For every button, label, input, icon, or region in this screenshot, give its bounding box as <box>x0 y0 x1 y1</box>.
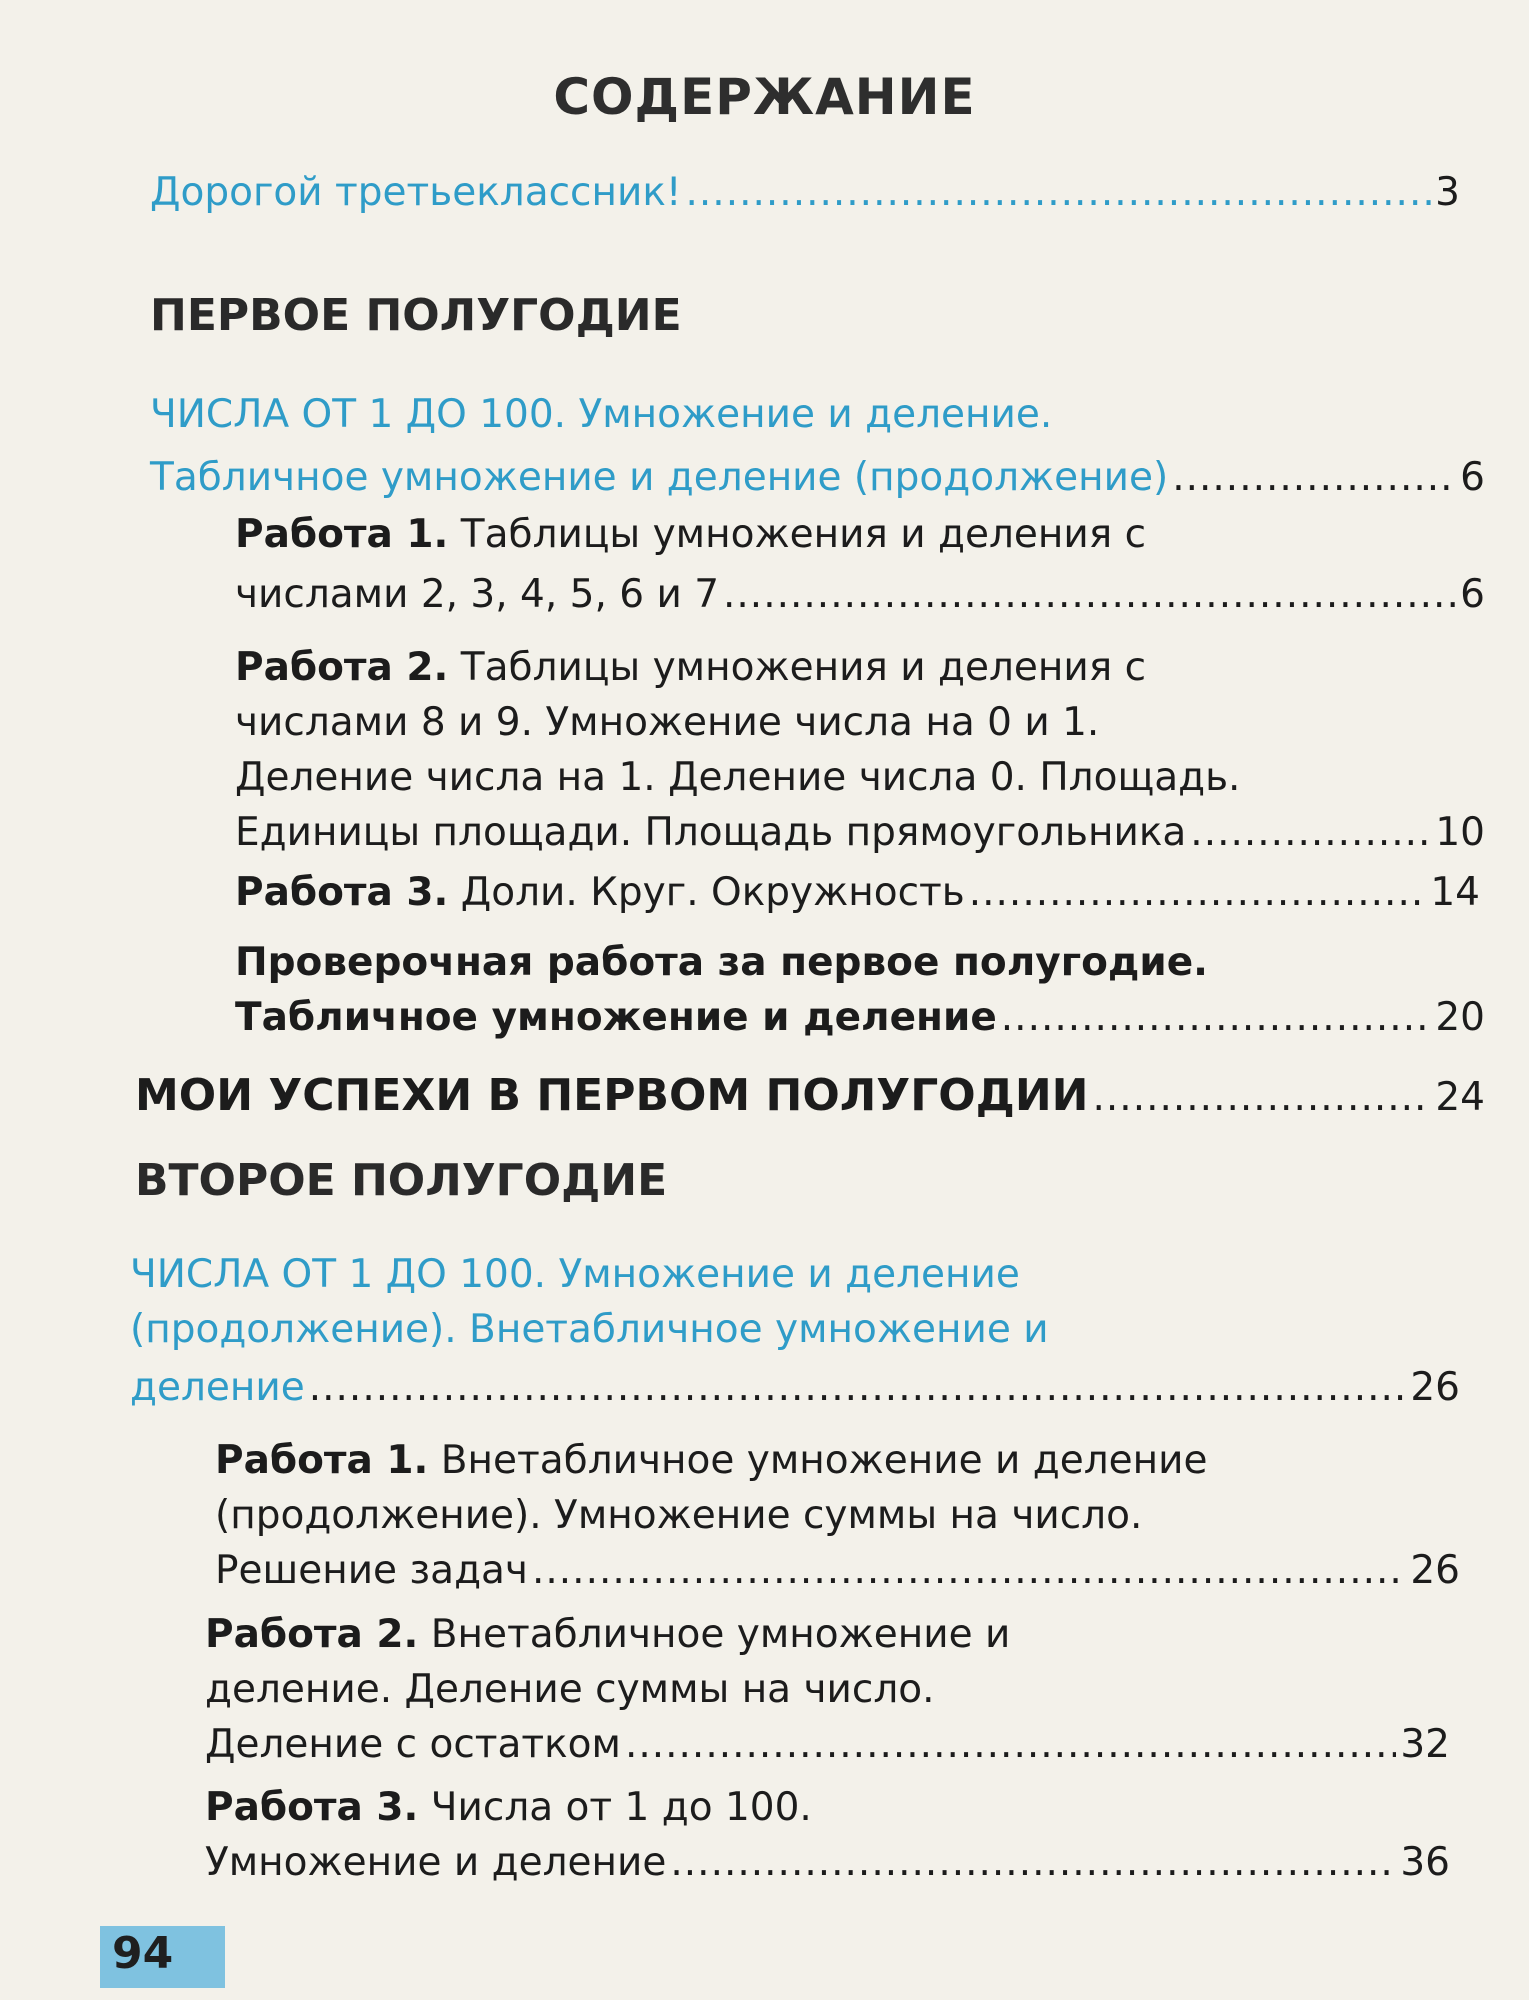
work-title <box>235 512 1146 557</box>
work-label: Работа 3. <box>235 870 449 915</box>
toc-entry-text: Единицы площади. Площадь прямоугольника <box>235 810 1187 855</box>
section-heading-second-half: ВТОРОЕ ПОЛУГОДИЕ <box>135 1155 668 1206</box>
leader-dots <box>686 170 1432 215</box>
toc-entry-text: Деление с остатком <box>205 1722 621 1767</box>
toc-page-number: 10 <box>1435 810 1485 855</box>
work-title <box>205 1612 1010 1657</box>
check-work-title: Проверочная работа за первое полугодие. <box>235 940 1208 985</box>
toc-entry-text: Табличное умножение и деление (продолжение) <box>150 455 1169 500</box>
work-label: Работа 2. <box>235 645 449 690</box>
work-title <box>205 1785 812 1830</box>
work-label: Работа 2. <box>205 1612 419 1657</box>
toc-entry-topic-1[interactable] <box>150 455 1485 500</box>
work-text-line: числами 8 и 9. Умножение числа на 0 и 1. <box>235 700 1100 745</box>
leader-dots <box>1093 1075 1432 1120</box>
work-text: Доли. Круг. Окружность <box>460 870 965 915</box>
work-title <box>215 1438 1207 1483</box>
toc-page-number: 6 <box>1460 572 1485 617</box>
toc-entry-text: Умножение и деление <box>205 1840 667 1885</box>
work-text: Числа от 1 до 100. <box>430 1785 812 1830</box>
leader-dots <box>1001 995 1432 1040</box>
work-title <box>235 645 1146 690</box>
leader-dots <box>670 1840 1396 1885</box>
topic-line: ЧИСЛА ОТ 1 ДО 100. Умножение и деление. <box>150 392 1053 437</box>
toc-page-number: 6 <box>1460 455 1485 500</box>
toc-entry-text: деление <box>130 1365 305 1410</box>
page-title: СОДЕРЖАНИЕ <box>553 68 976 126</box>
toc-entry-text: Решение задач <box>215 1548 528 1593</box>
page-number: 94 <box>112 1928 174 1979</box>
toc-page-number: 3 <box>1435 170 1460 215</box>
toc-entry-work-3[interactable] <box>235 870 1480 915</box>
topic-line: ЧИСЛА ОТ 1 ДО 100. Умножение и деление <box>130 1252 1020 1297</box>
toc-entry-text <box>235 870 965 915</box>
toc-entry-work-2-3[interactable] <box>205 1840 1450 1885</box>
toc-entry-work-2-1[interactable] <box>215 1548 1460 1593</box>
work-label: Работа 1. <box>215 1438 429 1483</box>
toc-entry-text: МОИ УСПЕХИ В ПЕРВОМ ПОЛУГОДИИ <box>135 1070 1089 1121</box>
toc-entry-text: Дорогой третьеклассник! <box>150 170 682 215</box>
toc-page-number: 14 <box>1430 870 1480 915</box>
toc-page-number: 26 <box>1410 1548 1460 1593</box>
work-label: Работа 3. <box>205 1785 419 1830</box>
toc-entry-topic-2[interactable] <box>130 1365 1460 1410</box>
leader-dots <box>969 870 1427 915</box>
toc-entry-work-2-2[interactable] <box>205 1722 1450 1767</box>
work-text: Внетабличное умножение и <box>430 1612 1011 1657</box>
toc-page-number: 20 <box>1435 995 1485 1040</box>
work-text-line: деление. Деление суммы на число. <box>205 1667 935 1712</box>
leader-dots <box>532 1548 1406 1593</box>
toc-entry-text: Табличное умножение и деление <box>235 995 997 1040</box>
section-heading-first-half: ПЕРВОЕ ПОЛУГОДИЕ <box>150 290 682 341</box>
toc-page-number: 36 <box>1400 1840 1450 1885</box>
toc-page-number: 32 <box>1400 1722 1450 1767</box>
work-text: Таблицы умножения и деления с <box>460 512 1147 557</box>
leader-dots <box>309 1365 1407 1410</box>
toc-entry-text: числами 2, 3, 4, 5, 6 и 7 <box>235 572 720 617</box>
work-label: Работа 1. <box>235 512 449 557</box>
work-text: Таблицы умножения и деления с <box>460 645 1147 690</box>
work-text-line: (продолжение). Умножение суммы на число. <box>215 1493 1143 1538</box>
work-text: Внетабличное умножение и деление <box>440 1438 1208 1483</box>
leader-dots <box>1190 810 1431 855</box>
toc-page-number: 26 <box>1410 1365 1460 1410</box>
work-text-line: Деление числа на 1. Деление числа 0. Площадь. <box>235 755 1241 800</box>
toc-entry-check-work[interactable] <box>235 995 1485 1040</box>
leader-dots <box>1172 455 1456 500</box>
leader-dots <box>723 572 1456 617</box>
toc-entry-intro[interactable] <box>150 170 1460 215</box>
toc-page-number: 24 <box>1435 1075 1485 1120</box>
toc-entry-success[interactable] <box>135 1070 1485 1121</box>
leader-dots <box>625 1722 1396 1767</box>
toc-entry-work-2[interactable] <box>235 810 1485 855</box>
topic-line: (продолжение). Внетабличное умножение и <box>130 1307 1049 1352</box>
toc-entry-work-1[interactable] <box>235 572 1485 617</box>
